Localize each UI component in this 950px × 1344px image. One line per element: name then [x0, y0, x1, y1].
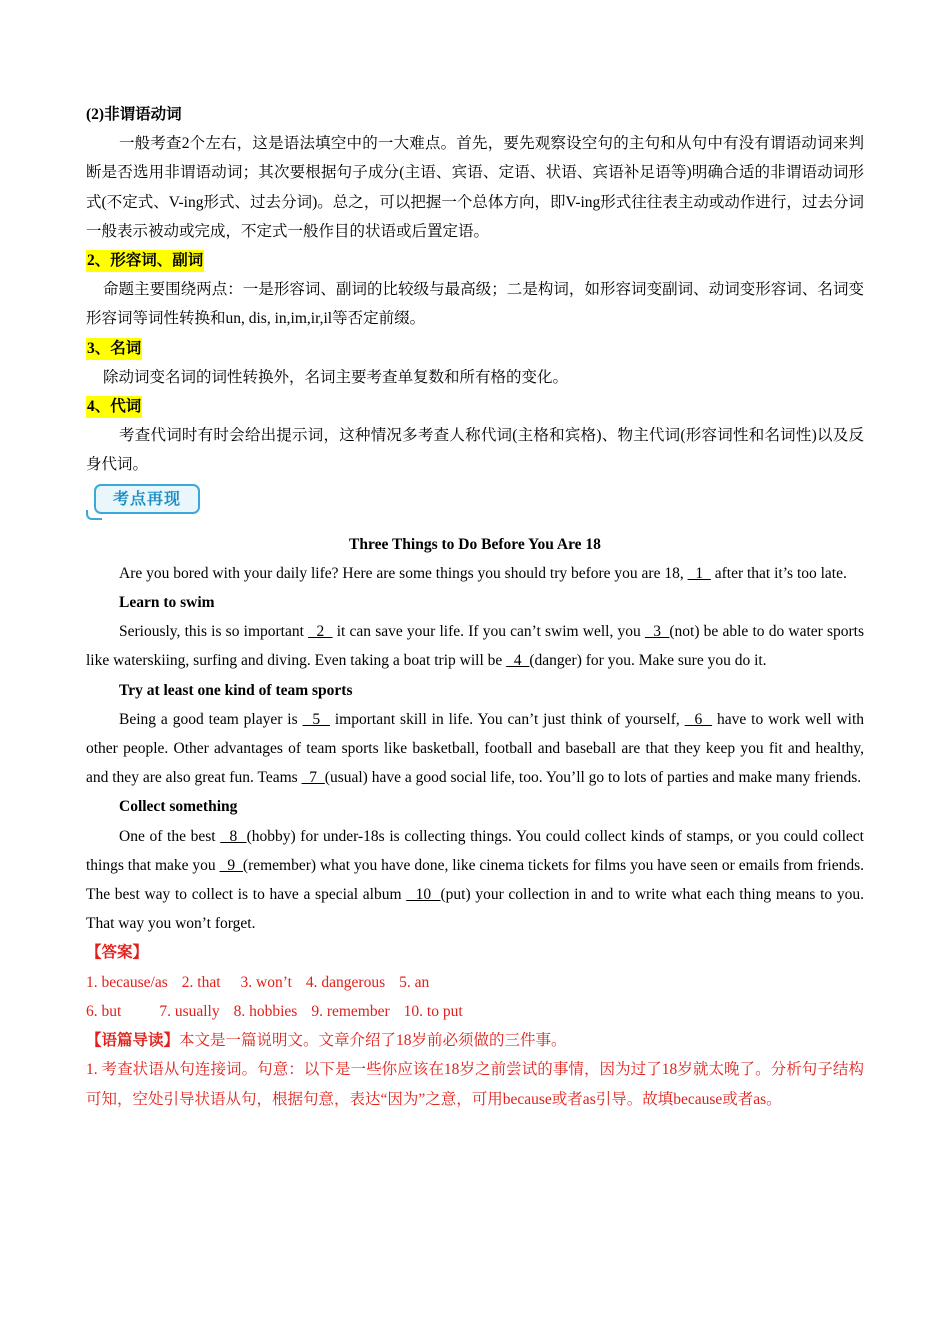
- answer-row-1: [86, 968, 864, 997]
- article-title: Three Things to Do Before You Are 18: [349, 535, 601, 553]
- answer-item: 2. that: [181, 973, 221, 991]
- guide-line: [86, 1026, 864, 1055]
- answer-item: 8. hobbies: [233, 1002, 298, 1020]
- adjectives-paragraph: 命题主要围绕两点：一是形容词、副词的比较级与最高级；二是构词，如形容词变副词、动词变形容词、名词变形容词等词性转换和un, dis, in,im,ir,il等否定前缀。: [86, 281, 864, 328]
- team-sports-paragraph: Being a good team player is 5 important skill in life. You can’t just think of yourself, 6 have to work well with other people. Other advantages of team sports like basketball, football and baseball are that they keep you fit and healthy, and they are also great fun. Teams 7 (usual) have a good social life, too. You’ll go to lots of parties and make many friends.: [86, 710, 865, 787]
- blank-1: 1: [687, 564, 711, 582]
- nonfinite-verbs-paragraph: 一般考查2个左右，这是语法填空中的一大难点。首先，要先观察设空句的主句和从句中有没有谓语动词来判断是否选用非谓语动词；其次要根据句子成分(主语、宾语、定语、状语、宾语补足语等)明确合适的非谓语动词形式(不定式、V-ing形式、过去分词)。总之，可以把握一个总体方向，即V-ing形式往往表主动或动作进行，过去分词一般表示被动或完成，不定式一般作目的状语或后置定语。: [86, 135, 864, 240]
- blank-7: 7: [301, 769, 325, 787]
- answer-item: 4. dangerous: [305, 973, 386, 991]
- blank-4: 4: [506, 652, 530, 670]
- guide-text: 本文是一篇说明文。文章介绍了18岁前必须做的三件事。: [179, 1032, 567, 1050]
- swim-paragraph: Seriously, this is so important 2 it can save your life. If you can’t swim well, you 3 (not) be able to do water sports like waterskiing, surfing and diving. Even taking a boat trip will be 4 (danger) for you. Make sure you do it.: [86, 623, 865, 670]
- answer-label: 【答案】: [86, 944, 149, 962]
- document-page: [86, 100, 864, 1115]
- blank-5: 5: [302, 710, 330, 728]
- article-intro: Are you bored with your daily life? Here are some things you should try before you are 18, 1 after that it’s too late.: [119, 564, 847, 582]
- guide-label: 【语篇导读】: [86, 1032, 180, 1050]
- explanation-1: 1. 考查状语从句连接词。句意：以下是一些你应该在18岁之前尝试的事情，因为过了18岁就太晚了。分析句子结构可知，空处引导状语从句，根据句意，表达“因为”之意，可用because或者as引导。故填because或者as。: [86, 1061, 864, 1109]
- answer-item: 6. but: [86, 1002, 122, 1020]
- section-heading-nouns: 3、名词: [86, 338, 142, 360]
- section-heading-pronouns: 4、代词: [86, 396, 142, 418]
- section-heading-adjectives: 2、形容词、副词: [86, 250, 204, 272]
- answer-row-2: [86, 997, 864, 1026]
- section-heading-nonfinite-verbs: (2)非谓语动词: [86, 106, 182, 123]
- blank-3: 3: [644, 623, 670, 641]
- collect-paragraph: One of the best 8 (hobby) for under-18s is collecting things. You could collect kinds of stamps, or you could collect things that make you 9 (remember) what you have done, like cinema tickets for films you have seen or emails from friends. The best way to collect is to have a special album 10 (put) your collection in and to write what each thing means to you. That way you won’t forget.: [86, 827, 864, 933]
- answer-item: 9. remember: [311, 1002, 390, 1020]
- subheading-swim: Learn to swim: [119, 594, 215, 612]
- answer-item: 10. to put: [403, 1002, 463, 1020]
- badge-label: 考点再现: [94, 484, 200, 514]
- answer-item: 3. won’t: [240, 973, 292, 991]
- nouns-paragraph: 除动词变名词的词性转换外，名词主要考查单复数和所有格的变化。: [103, 368, 569, 386]
- blank-9: 9: [219, 856, 243, 874]
- answer-item: 5. an: [399, 973, 430, 991]
- blank-2: 2: [308, 623, 333, 641]
- answer-item: 7. usually: [159, 1002, 220, 1020]
- answer-item: 1. because/as: [86, 973, 168, 991]
- blank-6: 6: [684, 710, 713, 728]
- exam-point-badge: [86, 482, 864, 526]
- blank-10: 10: [406, 886, 441, 904]
- subheading-team-sports: Try at least one kind of team sports: [119, 681, 353, 699]
- pronouns-paragraph: 考查代词时有时会给出提示词，这种情况多考查人称代词(主格和宾格)、物主代词(形容词性和名词性)以及反身代词。: [86, 427, 864, 474]
- blank-8: 8: [220, 827, 247, 845]
- subheading-collect: Collect something: [119, 798, 238, 816]
